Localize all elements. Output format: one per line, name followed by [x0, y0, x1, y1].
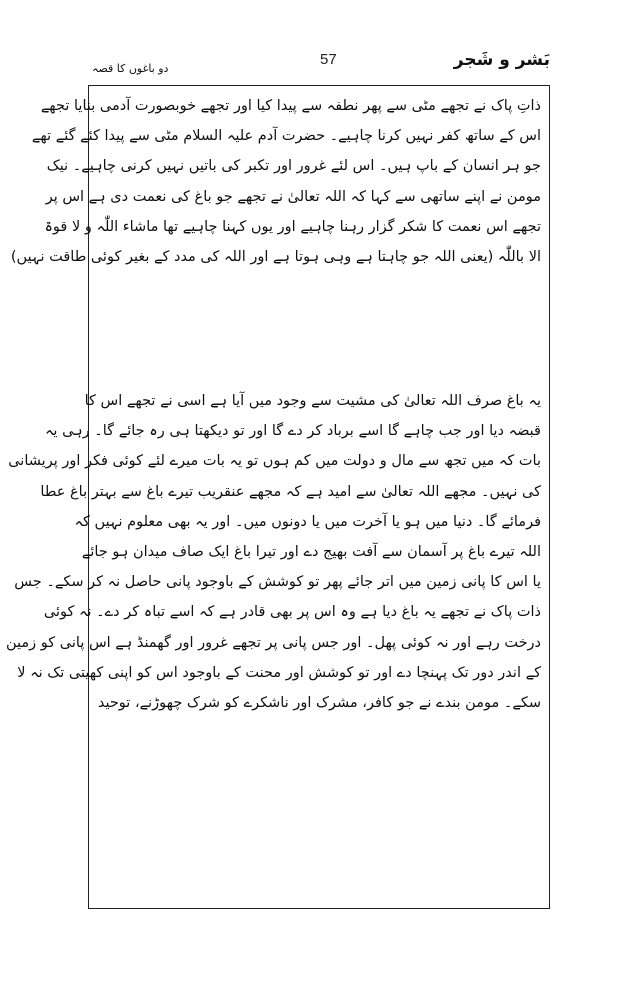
page-header	[88, 50, 550, 82]
text-line: یہ باغ صرف اللہ تعالیٰ کی مشیت سے وجود میں آیا ہے اسی نے تجھے اس کا	[84, 393, 541, 409]
text-line: اس کے ساتھ کفر نہیں کرنا چاہیے۔ حضرت آدم علیہ السلام مٹی سے پیدا کئے گئے تھے	[31, 128, 541, 145]
text-line: سکے۔ مومن بندے نے جو کافر، مشرک اور ناشکرے کو شرک چھوڑنے، توحید	[97, 695, 541, 712]
text-line: تجھے اس نعمت کا شکر گزار رہنا چاہیے اور یوں کہنا چاہیے تھا ماشاء اللّٰہ و لا قوۃ	[44, 218, 541, 235]
page-number: 57	[320, 51, 337, 68]
text-line: قبضہ دیا اور جب چاہے گا اسے برباد کر دے گا اور تو دیکھتا ہی رہ جائے گا۔ رہی یہ	[44, 423, 541, 440]
paragraph-1	[10, 91, 541, 272]
text-line: ذاتِ پاک نے تجھے مٹی سے پھر نطفہ سے پیدا کیا اور تجھے خوبصورت آدمی بنایا تجھے	[40, 98, 541, 114]
text-line: درخت رہے اور نہ کوئی پھل۔ اور جس پانی پر تجھے غرور اور گھمنڈ ہے اس پانی کو زمین	[5, 634, 541, 651]
text-frame	[5, 85, 550, 909]
text-line: الا باللّٰہ (یعنی اللہ جو چاہتا ہے وہی ہوتا ہے اور اللہ کی مدد کے بغیر کوئی طاقت نہیں)	[10, 249, 541, 266]
text-line: بات کہ میں تجھ سے مال و دولت میں کم ہوں تو یہ بات میرے لئے کوئی فکر اور پریشانی	[8, 453, 541, 470]
section-title: دو باغوں کا قصہ	[92, 62, 169, 75]
paragraph-2	[5, 386, 541, 718]
text-line: ذات پاک نے تجھے یہ باغ دیا ہے وہ اس پر بھی قادر ہے کہ اسے تباہ کر دے۔ نہ کوئی	[43, 604, 541, 621]
text-line: فرمائے گا۔ دنیا میں ہو یا آخرت میں یا دونوں میں۔ اور یہ بھی معلوم نہیں کہ	[74, 513, 541, 530]
text-line: جو ہر انسان کے باپ ہیں۔ اس لئے غرور اور تکبر کی باتیں نہیں کرنی چاہیے۔ نیک	[46, 158, 541, 175]
text-line: یا اس کا پانی زمین میں اتر جائے پھر تو کوشش کے باوجود پانی حاصل نہ کر سکے۔ جس	[14, 574, 541, 591]
text-line: مومن نے اپنے ساتھی سے کہا کہ اللہ تعالیٰ نے تجھے جو باغ کی نعمت دی ہے اس پر	[45, 188, 541, 205]
text-line: اللہ تیرے باغ پر آسمان سے آفت بھیج دے اور تیرا باغ ایک صاف میدان ہو جائے	[81, 544, 541, 561]
text-line: کے اندر دور تک پہنچا دے اور تو کوشش اور محنت کے باوجود اس کو اپنی کھیتی تک نہ لا	[17, 664, 541, 681]
book-title: بَشر و شَجر	[453, 50, 550, 70]
text-line: کی نہیں۔ مجھے اللہ تعالیٰ سے امید ہے کہ مجھے عنقریب تیرے باغ سے بہتر باغ عطا	[40, 483, 541, 500]
